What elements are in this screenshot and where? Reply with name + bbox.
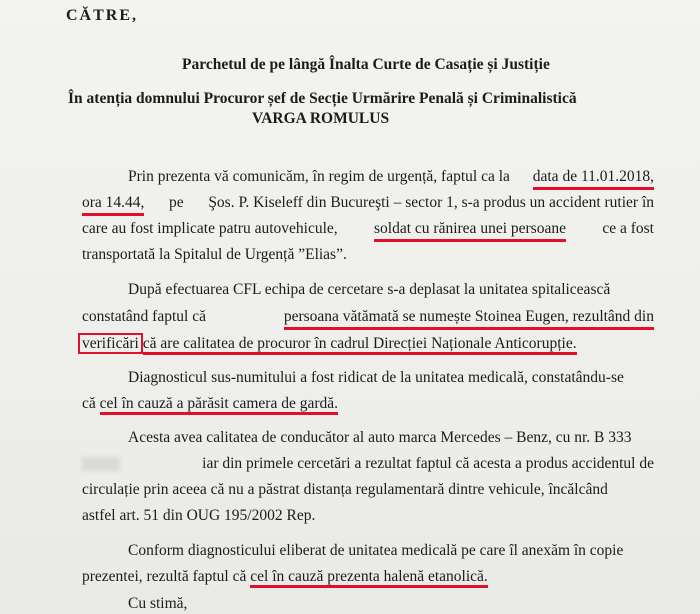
p1-line-3 bbox=[82, 219, 654, 242]
p4-line-4: astfel art. 51 din OUG 195/2002 Rep. bbox=[82, 507, 316, 524]
p5-text: Conform diagnosticului eliberat de unitatea medicală pe care îl anexăm în copie bbox=[128, 542, 624, 559]
highlight-victim-name: persoana vătămată se numește Stoinea Eugen, rezultând din bbox=[284, 307, 654, 330]
p2-line-3 bbox=[82, 334, 577, 354]
p2-line-2 bbox=[82, 307, 654, 330]
p1-line-1 bbox=[128, 167, 654, 190]
prosecutor-name: VARGA ROMULUS bbox=[252, 110, 390, 127]
p3-line-2 bbox=[82, 394, 338, 414]
highlight-alcohol: cel în cauză prezenta halenă etanolică. bbox=[250, 568, 488, 588]
p1-text: care au fost implicate patru autovehicule, bbox=[82, 220, 338, 237]
p4-text: circulație prin aceea că nu a păstrat distanța regulamentară dintre vehicule, încălcând bbox=[82, 481, 608, 498]
boxed-verifications: verificări bbox=[78, 333, 143, 354]
p4-text: Acesta avea calitatea de conducător al auto marca Mercedes – Benz, cu nr. B 333 bbox=[128, 429, 632, 446]
p3-text: Diagnosticul sus-numitului a fost ridicat de la unitatea medicală, constatându-se bbox=[128, 369, 624, 386]
highlight-time: ora 14.44, bbox=[82, 193, 144, 216]
p4-text: iar din primele cercetări a rezultat faptul că acesta a produs accidentul de bbox=[202, 455, 654, 472]
p1-line-4: transportată la Spitalul de Urgență ”Elias”. bbox=[82, 246, 347, 263]
highlight-injury: soldat cu rănirea unei persoane bbox=[374, 219, 566, 242]
p2-text: După efectuarea CFL echipa de cercetare s-a deplasat la unitatea spitalicească bbox=[128, 281, 611, 298]
p4-line-2 bbox=[82, 454, 654, 474]
p3-text: că bbox=[82, 395, 96, 412]
p2-line-1 bbox=[128, 280, 654, 300]
recipient-label: CĂTRE, bbox=[66, 7, 139, 24]
redacted-plate bbox=[82, 457, 120, 471]
p1-text: pe bbox=[169, 194, 184, 211]
p4-line-3 bbox=[82, 480, 654, 500]
closing: Cu stimă, bbox=[128, 595, 188, 612]
highlight-date: data de 11.01.2018, bbox=[533, 167, 654, 190]
p1-text: ce a fost bbox=[602, 220, 654, 237]
p2-text: constatând faptul că bbox=[82, 308, 206, 325]
highlight-left-er: cel în cauză a părăsit camera de gardă. bbox=[100, 395, 338, 415]
p4-line-1 bbox=[128, 428, 654, 448]
p1-text: Şos. P. Kiseleff din Bucureşti – sector 1, s-a produs un accident rutier în bbox=[208, 194, 654, 211]
p5-line-2 bbox=[82, 567, 488, 587]
highlight-dna: că are calitatea de procuror în cadrul Direcției Naționale Anticorupție. bbox=[143, 335, 577, 355]
addressee-line: Parchetul de pe lângă Înalta Curte de Casație și Justiție bbox=[182, 56, 550, 73]
p3-line-1 bbox=[128, 368, 654, 388]
p1-line-2 bbox=[82, 193, 654, 216]
attention-line: În atenția domnului Procuror șef de Secție Urmărire Penală și Criminalistică bbox=[68, 90, 577, 107]
p5-text: prezentei, rezultă faptul că bbox=[82, 568, 247, 585]
p1-text: Prin prezenta vă comunicăm, în regim de urgență, faptul ca la bbox=[128, 168, 510, 185]
p5-line-1 bbox=[128, 541, 654, 561]
